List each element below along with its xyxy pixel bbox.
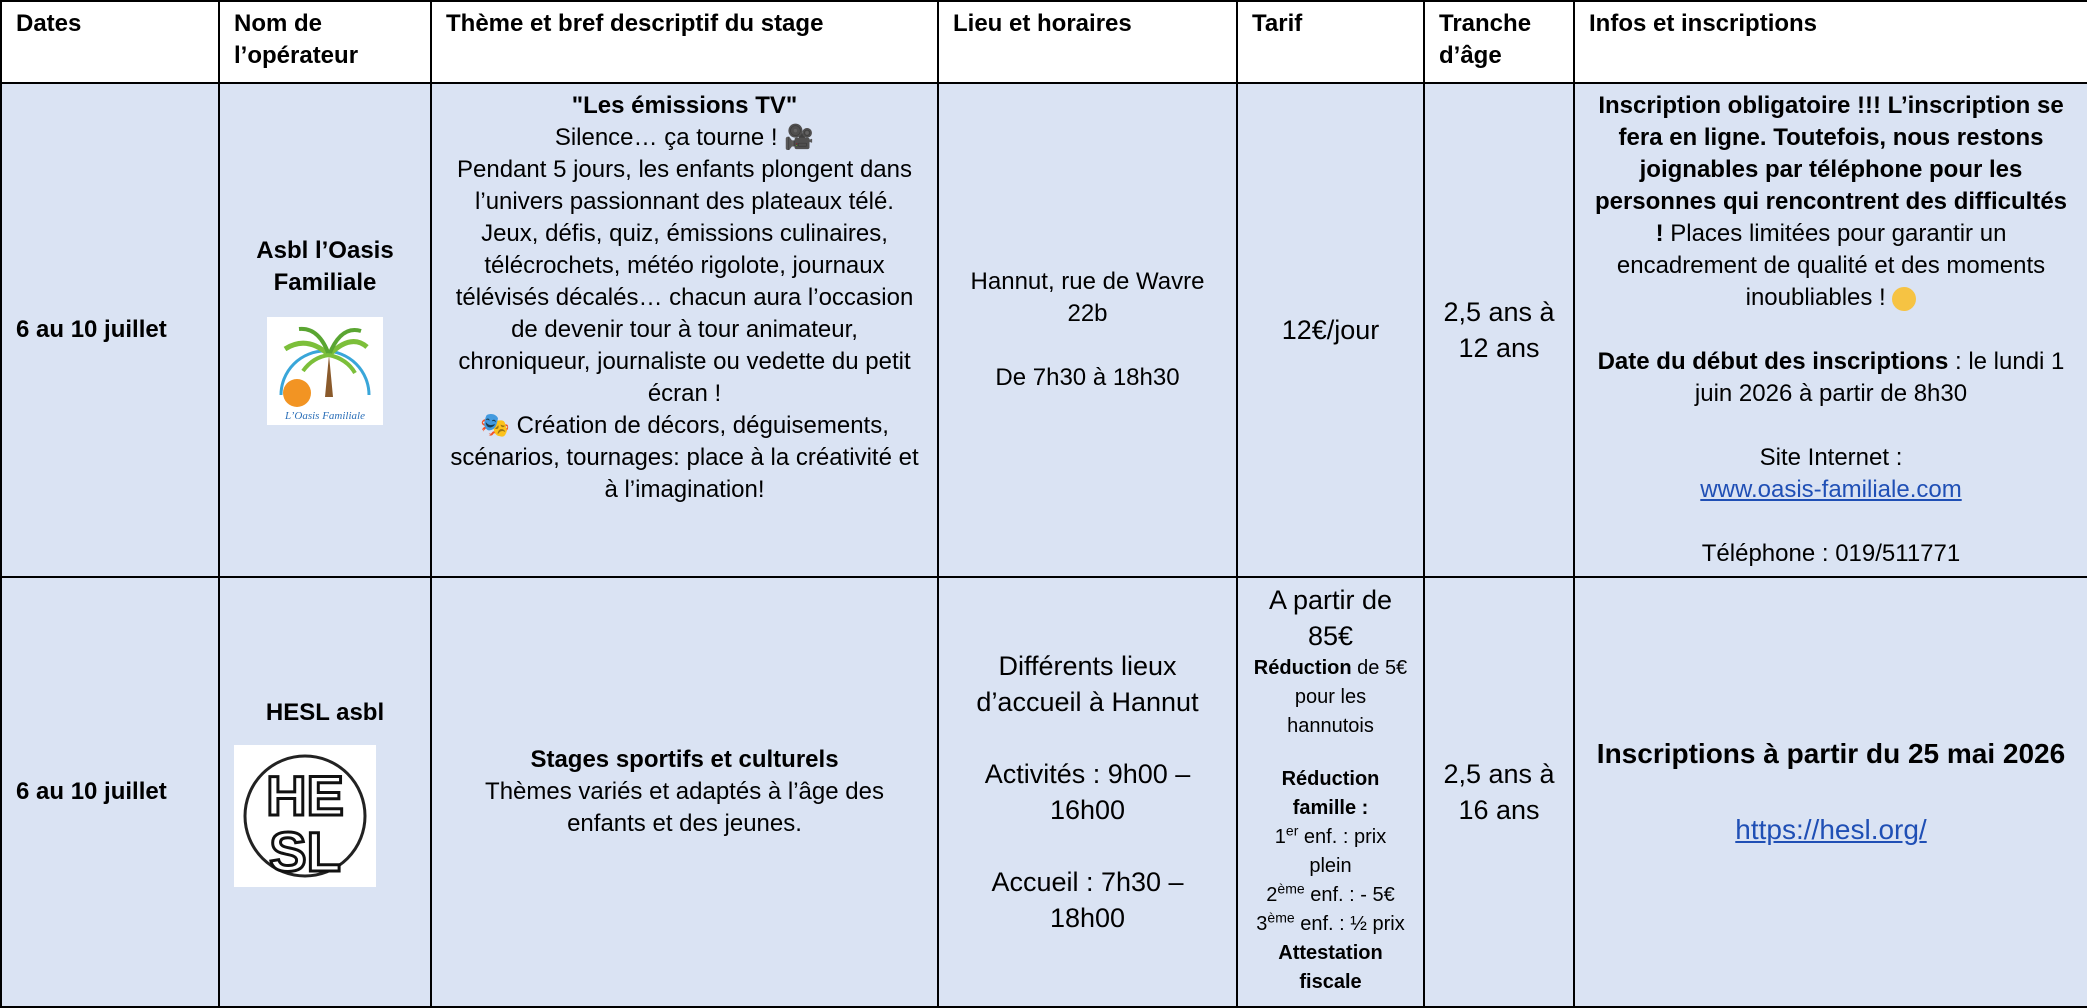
row2-theme-title: Stages sportifs et culturels [530,746,839,773]
row2-info [1574,577,2087,1007]
row2-family-label: Réduction famille : [1281,768,1380,819]
row2-kid3: 3ème enf. : ½ prix [1256,909,1405,935]
row1-theme-body2: 🎭 Création de décors, déguisements, scénarios, tournages: place à la créativité et à l’imagination! [450,412,919,503]
row2-operator-cell [219,577,431,1007]
row1-theme-line: Silence… ça tourne ! 🎥 [554,124,815,151]
row2-place: Différents lieux d’accueil à Hannut [976,651,1199,717]
hesl-website-link[interactable]: https://hesl.org/ [1735,814,1927,845]
row1-place-cell [938,83,1237,577]
header-info: Infos et inscriptions [1574,1,2087,83]
row1-theme-body: Pendant 5 jours, les enfants plongent dans l’univers passionnant des plateaux télé. Jeux, défis, quiz, émissions culinaires, télécrochets, météo rigolote, journaux télévisés décalés… chacun aura l’occasion de devenir tour à tour animateur, chroniqueur, journaliste ou vedette du petit écran ! [455,156,914,407]
hesl-logo [234,745,376,887]
row1-operator: Asbl l’Oasis Familiale [256,237,394,296]
row2-reduction: Réduction de 5€ pour les hannutois [1253,657,1408,737]
camera-icon: 🎥 [784,124,815,151]
row2-place-cell [938,577,1237,1007]
row1-site-label: Site Internet : [1759,444,1903,471]
svg-text:SL: SL [269,820,341,883]
header-place: Lieu et horaires [938,1,1237,83]
row1-theme [431,83,938,577]
header-theme: Thème et bref descriptif du stage [431,1,938,83]
svg-text:L’Oasis Familiale: L’Oasis Familiale [285,410,365,422]
row2-theme [431,577,938,1007]
header-price: Tarif [1237,1,1424,83]
row1-age: 2,5 ans à 12 ans [1424,83,1574,577]
row1-start: Date du début des inscriptions : le lundi 1 juin 2026 à partir de 8h30 [1597,348,2065,407]
header-dates: Dates [1,1,219,83]
row1-theme-title: "Les émissions TV" [571,92,798,119]
row2-operator: HESL asbl [265,699,385,726]
row2-age: 2,5 ans à 16 ans [1424,577,1574,1007]
row2-kid2: 2ème enf. : - 5€ [1266,880,1395,906]
header-age: Tranche d’âge [1424,1,1574,83]
row2-theme-body: Thèmes variés et adaptés à l’âge des enfants et des jeunes. [485,778,884,837]
row1-hours: De 7h30 à 18h30 [995,364,1180,391]
header-operator: Nom de l’opérateur [219,1,431,83]
row2-date: 6 au 10 juillet [1,577,219,1007]
row2-attestation: Attestation fiscale [1278,942,1383,993]
header-row [1,1,2087,83]
row2-price-cell [1237,577,1424,1007]
row1-phone: Téléphone : 019/511771 [1701,540,1961,567]
row2-kid1: 1er enf. : prix plein [1274,822,1387,877]
row1-info-text: Inscription obligatoire !!! L’inscription se fera en ligne. Toutefois, nous restons joignables par téléphone pour les personnes qui rencontrent des difficultés ! Places limitées pour garantir un encadrement de qualité et des moments inoubliables ! [1594,92,2068,311]
row1-place: Hannut, rue de Wavre 22b [970,268,1205,327]
row2-info-text: Inscriptions à partir du 25 mai 2026 [1596,738,2066,769]
row1-price: 12€/jour [1237,83,1424,577]
svg-text:HE: HE [266,764,344,827]
row1-info [1574,83,2087,577]
palm-tree-icon [267,317,383,425]
row1-operator-cell [219,83,431,577]
row2-activities: Activités : 9h00 – 16h00 [984,759,1191,825]
theater-masks-icon: 🎭 [480,412,510,439]
smiley-icon [1892,287,1916,311]
oasis-logo [267,317,383,425]
oasis-website-link[interactable]: www.oasis-familiale.com [1700,476,1962,503]
row1-date: 6 au 10 juillet [1,83,219,577]
row2-welcome: Accueil : 7h30 – 18h00 [991,867,1184,933]
row2-price-main: A partir de 85€ [1268,585,1393,651]
table-row [1,83,2087,577]
hesl-logo-icon [234,745,376,887]
table-row [1,577,2087,1007]
